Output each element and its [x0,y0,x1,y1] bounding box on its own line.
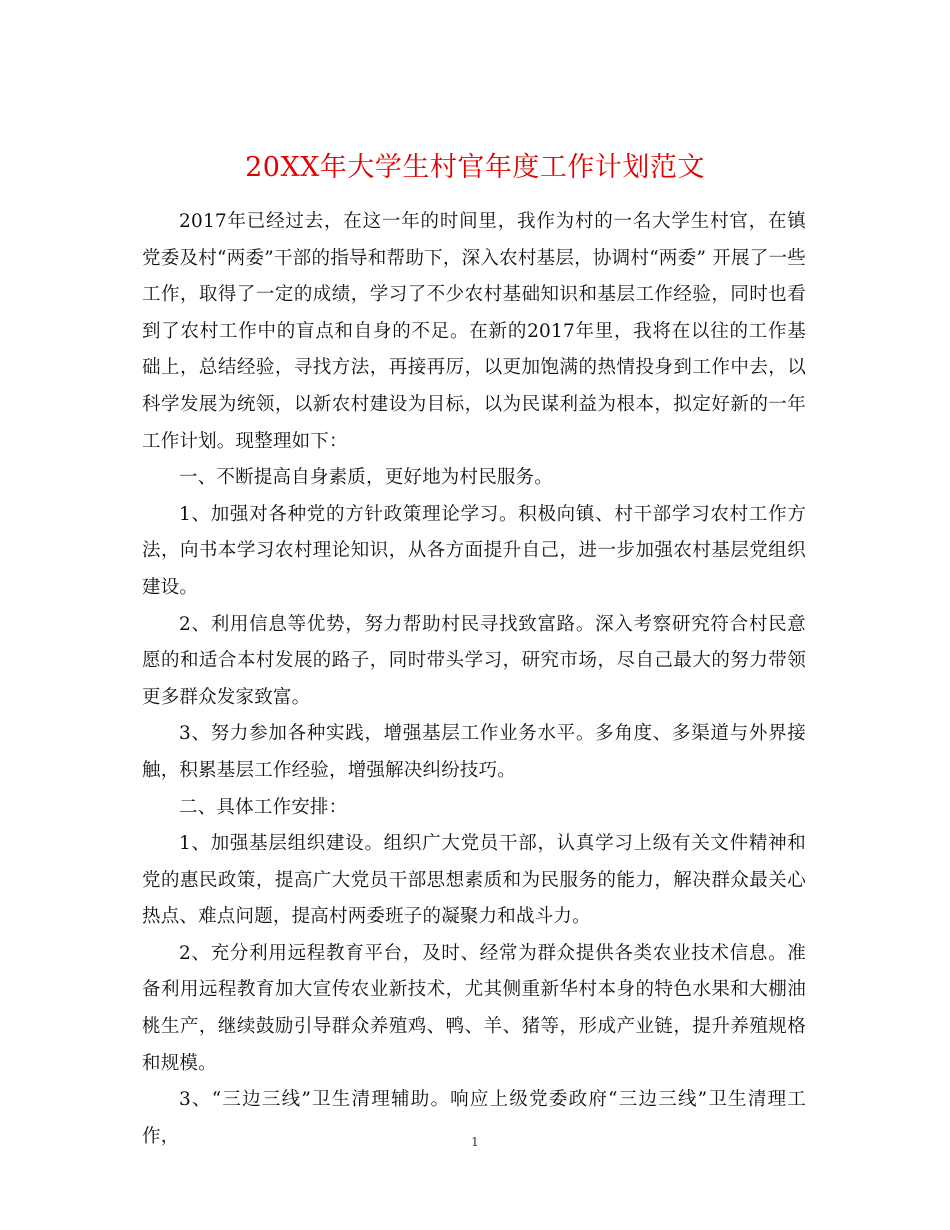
document-body [142,204,806,1155]
paragraph-1-1: 1、加强对各种党的方针政策理论学习。积极向镇、村干部学习农村工作方法，向书本学习农村理论知识，从各方面提升自己，进一步加强农村基层党组织建设。 [142,503,806,598]
paragraph-intro: 2017年已经过去，在这一年的时间里，我作为村的一名大学生村官，在镇党委及村“两委”干部的指导和帮助下，深入农村基层，协调村“两委” 开展了一些工作，取得了一定的成绩，学习了不少农村基础知识和基层工作经验，同时也看到了农村工作中的盲点和自身的不足。在新的2017年里，我将在以往的工作基础上，总结经验，寻找方法，再接再厉，以更加饱满的热情投身到工作中去，以科学发展为统领，以新农村建设为目标，以为民谋利益为根本，拟定好新的一年工作计划。现整理如下： [142,211,806,452]
section-heading-1: 一、不断提高自身素质，更好地为村民服务。 [179,467,554,489]
paragraph-2-2: 2、充分利用远程教育平台，及时、经常为群众提供各类农业技术信息。准备利用远程教育加大宣传农业新技术，尤其侧重新华村本身的特色水果和大棚油桃生产，继续鼓励引导群众养殖鸡、鸭、羊、猪等，形成产业链，提升养殖规格和规模。 [142,942,806,1074]
paragraph-2-1: 1、加强基层组织建设。组织广大党员干部，认真学习上级有关文件精神和党的惠民政策，提高广大党员干部思想素质和为民服务的能力，解决群众最关心热点、难点问题，提高村两委班子的凝聚力和战斗力。 [142,833,806,928]
paragraph-2-3: 3、“三边三线”卫生清理辅助。响应上级党委政府“三边三线”卫生清理工作， [142,1089,806,1147]
page-number: 1 [471,1135,479,1149]
paragraph-1-3: 3、努力参加各种实践，增强基层工作业务水平。多角度、多渠道与外界接触，积累基层工作经验，增强解决纠纷技巧。 [142,723,806,781]
section-heading-2: 二、具体工作安排： [179,796,348,818]
document-title: 20XX年大学生村官年度工作计划范文 [245,152,705,184]
paragraph-1-2: 2、利用信息等优势，努力帮助村民寻找致富路。深入考察研究符合村民意愿的和适合本村发展的路子，同时带头学习，研究市场，尽自己最大的努力带领更多群众发家致富。 [142,613,806,708]
